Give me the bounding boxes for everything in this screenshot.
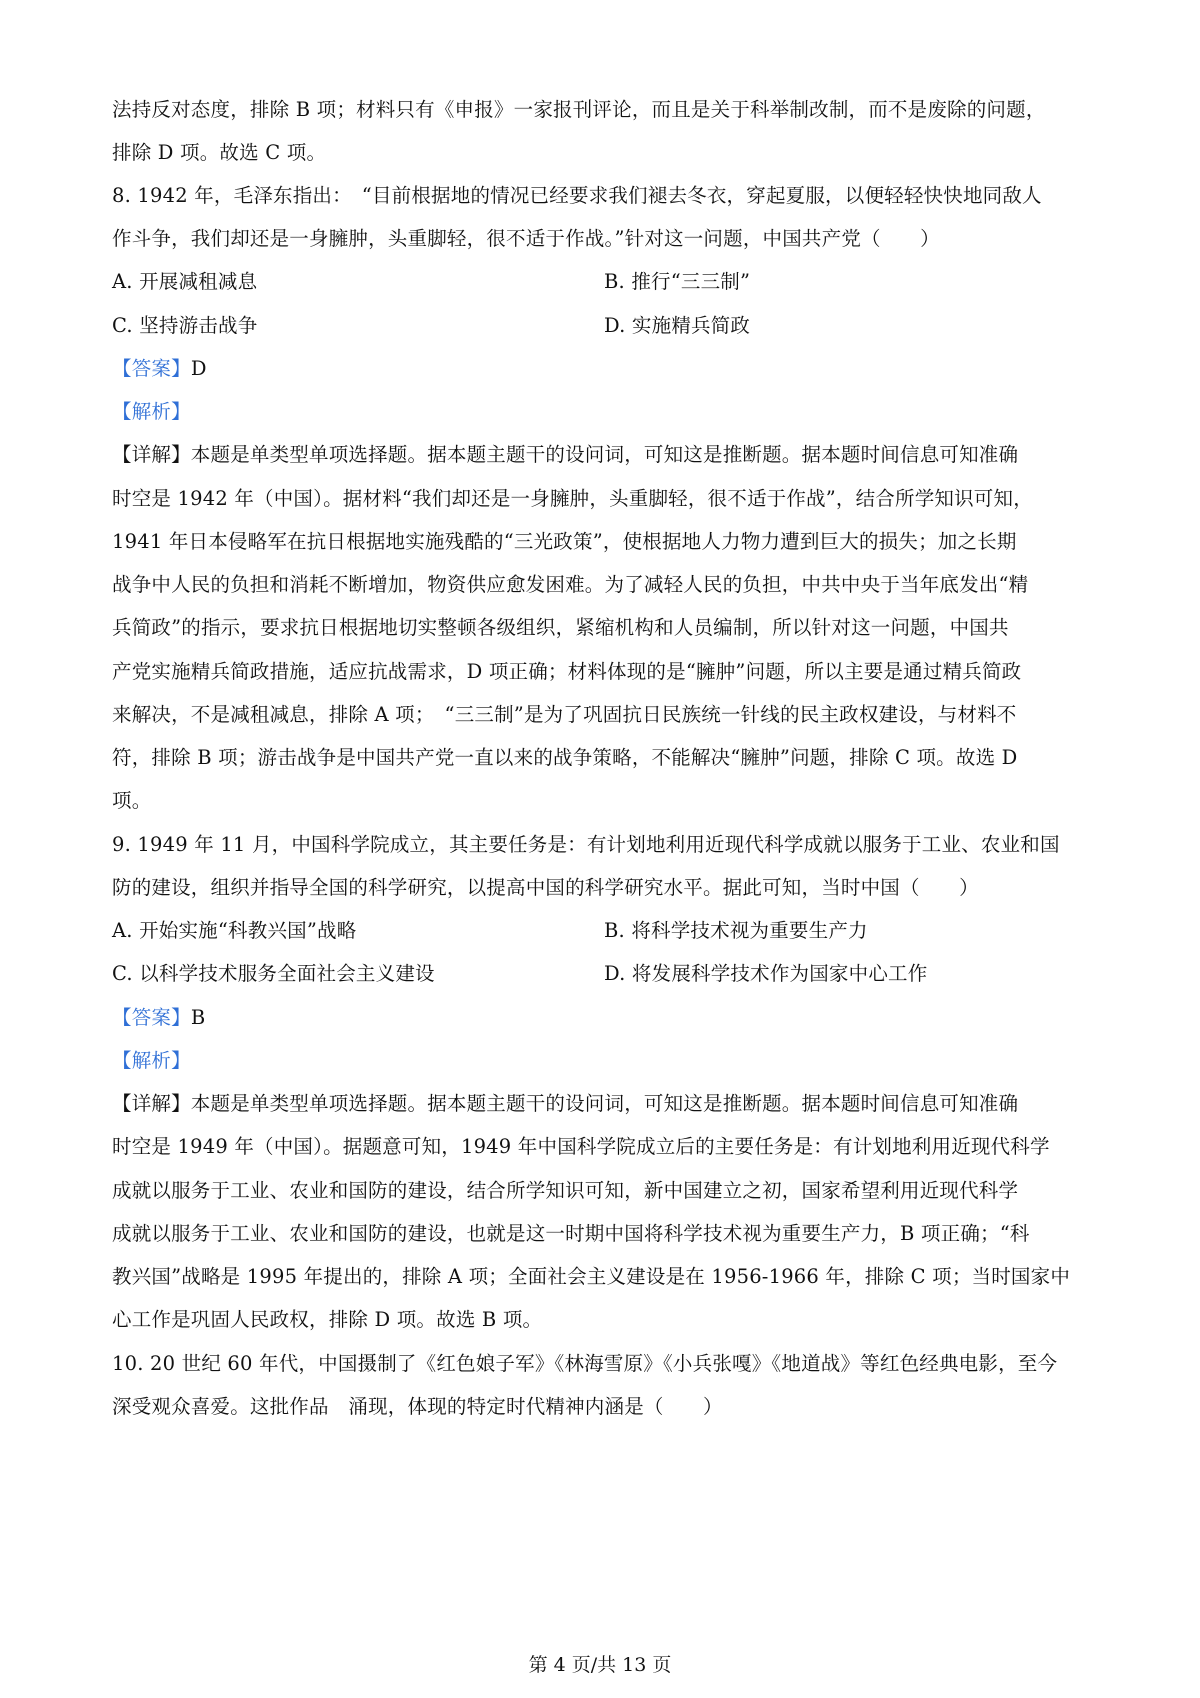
- q9-explanation: 成就以服务于工业、农业和国防的建设，也就是这一时期中国将科学技术视为重要生产力，B 项正确；“科: [112, 1222, 1030, 1245]
- q9-option-a: A. 开始实施“科教兴国”战略: [112, 919, 357, 942]
- q8-option-d: D. 实施精兵简政: [604, 314, 751, 337]
- question-8-stem: 作斗争，我们却还是一身臃肿，头重脚轻，很不适于作战。”针对这一问题，中国共产党（ ）: [112, 227, 940, 250]
- q9-option-d: D. 将发展科学技术作为国家中心工作: [604, 962, 928, 985]
- answer-value: B: [190, 1006, 206, 1029]
- q9-analysis-tag: 【解析】: [112, 1049, 191, 1072]
- text-line: 排除 D 项。故选 C 项。: [112, 141, 327, 164]
- answer-value: D: [190, 357, 207, 380]
- q8-explanation: 产党实施精兵简政措施，适应抗战需求，D 项正确；材料体现的是“臃肿”问题，所以主要是通过精兵简政: [112, 660, 1022, 683]
- answer-tag: 【答案】: [112, 1006, 191, 1029]
- question-9-stem: 防的建设，组织并指导全国的科学研究，以提高中国的科学研究水平。据此可知，当时中国（ ）: [112, 876, 979, 899]
- q8-explanation: 1941 年日本侵略军在抗日根据地实施残酷的“三光政策”，使根据地人力物力遭到巨大的损失；加之长期: [112, 530, 1017, 553]
- question-9-stem: 9. 1949 年 11 月，中国科学院成立，其主要任务是：有计划地利用近现代科学成就以服务于工业、农业和国: [112, 833, 1060, 856]
- q8-explanation: 【详解】本题是单类型单项选择题。据本题主题干的设问词，可知这是推断题。据本题时间信息可知准确: [112, 443, 1019, 466]
- q9-option-c: C. 以科学技术服务全面社会主义建设: [112, 962, 435, 985]
- q8-explanation: 符，排除 B 项；游击战争是中国共产党一直以来的战争策略，不能解决“臃肿”问题，排除 C 项。故选 D: [112, 746, 1018, 769]
- q9-answer: [112, 1004, 1102, 1032]
- page-number: 第 4 页/共 13 页: [528, 1654, 672, 1676]
- q8-answer: [112, 355, 1102, 383]
- q9-explanation: 【详解】本题是单类型单项选择题。据本题主题干的设问词，可知这是推断题。据本题时间信息可知准确: [112, 1092, 1019, 1115]
- q8-option-b: B. 推行“三三制”: [604, 270, 751, 293]
- q8-option-c: C. 坚持游击战争: [112, 314, 258, 337]
- q8-explanation: 兵简政”的指示，要求抗日根据地切实整顿各级组织，紧缩机构和人员编制，所以针对这一问题，中国共: [112, 616, 1009, 639]
- q9-explanation: 心工作是巩固人民政权，排除 D 项。故选 B 项。: [112, 1308, 543, 1331]
- answer-tag: 【答案】: [112, 357, 191, 380]
- q9-option-b: B. 将科学技术视为重要生产力: [604, 919, 868, 942]
- q8-option-a: A. 开展减租减息: [112, 270, 258, 293]
- question-10-stem: 深受观众喜爱。这批作品 涌现，体现的特定时代精神内涵是（ ）: [112, 1395, 723, 1418]
- q8-analysis-tag: 【解析】: [112, 400, 191, 423]
- q8-explanation: 来解决，不是减租减息，排除 A 项； “三三制”是为了巩固抗日民族统一针线的民主政权建设，与材料不: [112, 703, 1017, 726]
- text-line: 法持反对态度，排除 B 项；材料只有《申报》一家报刊评论，而且是关于科举制改制，而不是废除的问题，: [112, 98, 1046, 121]
- q9-explanation: 成就以服务于工业、农业和国防的建设，结合所学知识可知，新中国建立之初，国家希望利用近现代科学: [112, 1179, 1019, 1202]
- q8-explanation: 时空是 1942 年（中国）。据材料“我们却还是一身臃肿，头重脚轻，很不适于作战”，结合所学知识可知，: [112, 487, 1033, 510]
- q8-explanation: 战争中人民的负担和消耗不断增加，物资供应愈发困难。为了减轻人民的负担，中共中央于当年底发出“精: [112, 573, 1029, 596]
- q9-explanation: 教兴国”战略是 1995 年提出的，排除 A 项；全面社会主义建设是在 1956-1966 年，排除 C 项；当时国家中: [112, 1265, 1071, 1288]
- question-8-stem: 8. 1942 年，毛泽东指出： “目前根据地的情况已经要求我们褪去冬衣，穿起夏服，以便轻轻快快地同敌人: [112, 184, 1042, 207]
- q8-explanation: 项。: [112, 789, 152, 812]
- question-10-stem: 10. 20 世纪 60 年代，中国摄制了《红色娘子军》《林海雪原》《小兵张嘎》《地道战》等红色经典电影，至今: [112, 1352, 1058, 1375]
- q9-explanation: 时空是 1949 年（中国）。据题意可知，1949 年中国科学院成立后的主要任务是：有计划地利用近现代科学: [112, 1135, 1050, 1158]
